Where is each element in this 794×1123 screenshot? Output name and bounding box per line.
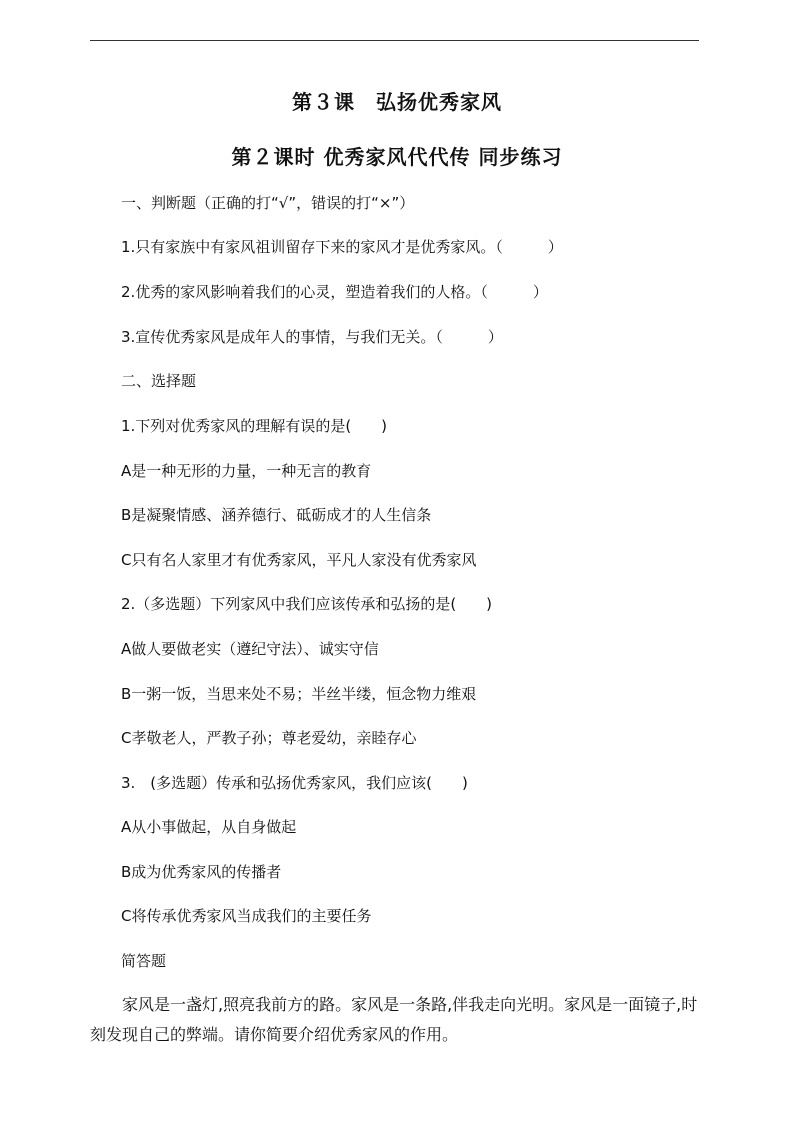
choice-option: B一粥一饭，当思来处不易；半丝半缕，恒念物力维艰 bbox=[121, 685, 477, 703]
choice-question-3: 3. (多选题）传承和弘扬优秀家风，我们应该( ) bbox=[121, 774, 468, 792]
tf-question-3: 3.宣传优秀家风是成年人的事情，与我们无关。（ ） bbox=[121, 328, 503, 346]
choice-option: A做人要做老实（遵纪守法）、诚实守信 bbox=[121, 640, 379, 658]
tf-question-2: 2.优秀的家风影响着我们的心灵，塑造着我们的人格。（ ） bbox=[121, 283, 548, 301]
choice-option: B是凝聚情感、涵养德行、砥砺成才的人生信条 bbox=[121, 506, 432, 524]
choice-question-2: 2.（多选题）下列家风中我们应该传承和弘扬的是( ) bbox=[121, 595, 493, 613]
choice-option: C只有名人家里才有优秀家风，平凡人家没有优秀家风 bbox=[121, 551, 477, 569]
lesson-subtitle: 第２课时 优秀家风代代传 同步练习 bbox=[231, 145, 563, 169]
choice-option: A从小事做起，从自身做起 bbox=[121, 818, 297, 836]
choice-option: A是一种无形的力量，一种无言的教育 bbox=[121, 462, 372, 480]
choice-option: C将传承优秀家风当成我们的主要任务 bbox=[121, 907, 372, 925]
section-heading-choice: 二、选择题 bbox=[121, 372, 197, 390]
lesson-title: 第３课 弘扬优秀家风 bbox=[292, 90, 502, 114]
choice-question-1: 1.下列对优秀家风的理解有误的是( ) bbox=[121, 417, 388, 435]
short-answer-question: 家风是一盏灯,照亮我前方的路。家风是一条路,伴我走向光明。家风是一面镜子,时刻发现自己的弊端。请你简要介绍优秀家风的作用。 bbox=[90, 995, 698, 1044]
section-heading-short-answer: 简答题 bbox=[121, 952, 167, 970]
tf-question-1: 1.只有家族中有家风祖训留存下来的家风才是优秀家风。（ ） bbox=[121, 238, 563, 256]
header-rule bbox=[90, 40, 699, 41]
choice-option: B成为优秀家风的传播者 bbox=[121, 863, 282, 881]
section-heading-true-false: 一、判断题（正确的打“√”，错误的打“×”） bbox=[121, 194, 415, 212]
choice-option: C孝敬老人，严教子孙；尊老爱幼，亲睦存心 bbox=[121, 729, 417, 747]
